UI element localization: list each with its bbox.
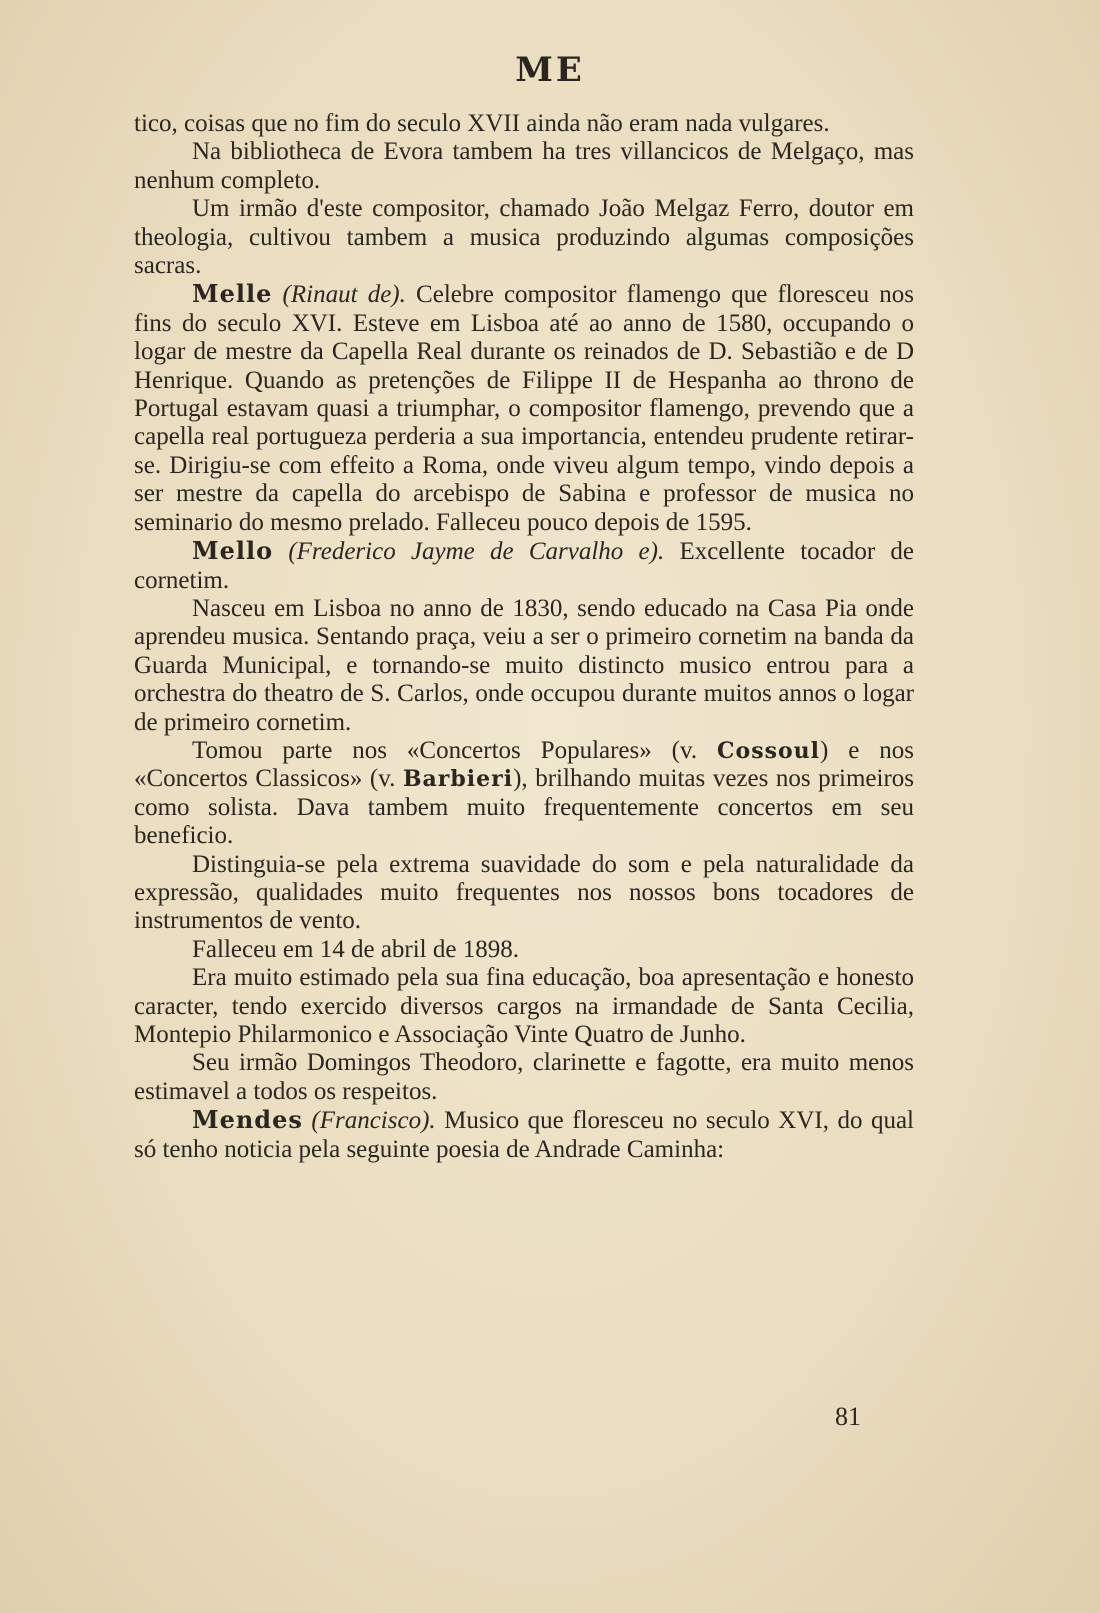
paragraph: Um irmão d'este compositor, chamado João Melgaz Ferro, doutor em theologia, cultivou tambem a musica produzindo algumas composições sacras. [134,195,914,280]
text-run: ) e nos «Concertos Classicos» (v. [134,736,914,793]
entry-name: (Frederico Jayme de Carvalho e). [288,538,665,566]
paragraph [134,737,914,851]
entry-name: (Francisco). [311,1107,436,1135]
cross-reference: Barbieri [402,766,514,793]
entry-mello [134,537,914,595]
entry-term: Mello [192,536,274,566]
entry-body: Musico que floresceu no seculo XVI, do qual só tenho noticia pela seguinte poesia de Andrade Caminha: [134,1107,915,1163]
entry-name: (Rinaut de). [282,281,406,309]
entry-term: Melle [192,279,273,309]
running-header: ME [515,50,585,90]
cross-reference: Cossoul [717,737,821,764]
entry-melle [134,280,914,537]
paragraph: Distinguia-se pela extrema suavidade do som e pela naturalidade da expressão, qualidades muito frequentes nos nossos bons tocadores de instrumentos de vento. [134,850,914,935]
paragraph: tico, coisas que no fim do seculo XVII ainda não eram nada vulgares. [134,110,830,137]
paragraph: Na bibliotheca de Evora tambem ha tres villancicos de Melgaço, mas nenhum completo. [134,138,914,194]
entry-body: Excellente tocador de cornetim. [134,538,914,594]
text-run: Tomou parte nos «Concertos Populares» (v. [192,736,718,764]
entry-term: Mendes [192,1105,303,1135]
paragraph: Era muito estimado pela sua fina educação, boa apresentação e honesto caracter, tendo exercido diversos cargos na irmandade de Santa Cecilia, Montepio Philarmonico e Associação Vinte Quatro de Junho. [134,964,914,1048]
page-number: 81 [835,1402,861,1431]
paragraph: Nasceu em Lisboa no anno de 1830, sendo educado na Casa Pia onde aprendeu musica. Sentando praça, veiu a ser o primeiro cornetim na banda da Guarda Municipal, e tornando-se muito distincto musico entrou para a orchestra do theatro de S. Carlos, onde occupou durante muitos annos o logar de primeiro cornetim. [134,594,914,736]
text-run: ), brilhando muitas vezes nos primeiros como solista. Dava tambem muito frequentemente concertos em seu beneficio. [134,765,914,850]
body-text [134,110,914,1164]
paragraph: Falleceu em 14 de abril de 1898. [192,935,519,963]
paragraph: Seu irmão Domingos Theodoro, clarinette e fagotte, era muito menos estimavel a todos os respeitos. [134,1049,914,1105]
entry-body: Celebre compositor flamengo que floresceu nos fins do seculo XVI. Esteve em Lisboa até ao anno de 1580, occupando o logar de mestre da Capella Real durante os reinados de D. Sebastião e de D Henrique. Quando as pretenções de Filippe II de Hespanha ao throno de Portugal estavam quasi a triumphar, o compositor flamengo, prevendo que a capella real portugueza perderia a sua importancia, entendeu prudente retirar-se. Dirigiu-se com effeito a Roma, onde viveu algum tempo, vindo depois a ser mestre da capella do arcebispo de Sabina e professor de musica no seminario do mesmo prelado. Falleceu pouco depois de 1595. [134,281,914,536]
entry-mendes [134,1106,914,1164]
